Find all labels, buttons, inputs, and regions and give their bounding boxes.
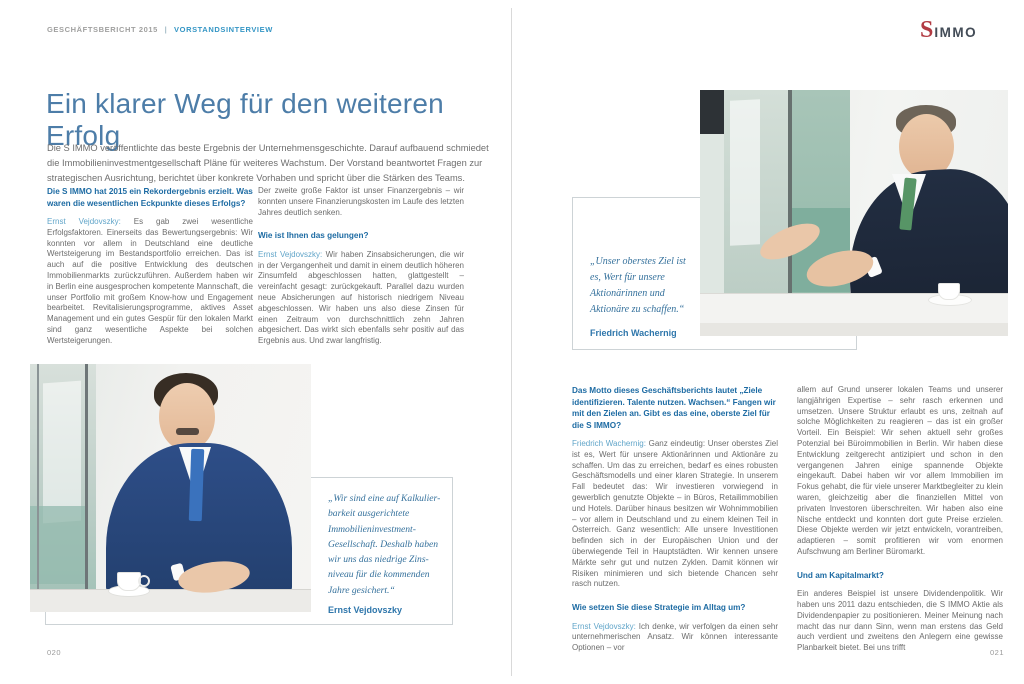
dark-window-frame	[700, 90, 724, 134]
cup-handle	[138, 575, 150, 587]
interview-question: Die S IMMO hat 2015 ein Rekordergebnis erzielt. Was waren die wesentlichen Eckpunkte dieses Erfolgs?	[47, 187, 253, 208]
kicker-section-label: VORSTANDSINTERVIEW	[174, 25, 273, 34]
page-number-right: 021	[989, 648, 1004, 657]
left-page-column-2	[258, 186, 464, 356]
quote-author: Friedrich Wachernig	[590, 328, 677, 338]
intro-paragraph: Die S IMMO veröffentlichte das beste Ergebnis der Unternehmensgeschichte. Darauf aufbauend schmiedet die Immobilieninvestmentgesellschaft Pläne für weiteres Wachstum. Der Vorstand beantwortet Fragen zur strategischen Ausrichtung, berichtet über konkrete Vorhaben und spricht über die Stärken des Teams.	[47, 143, 489, 183]
logo-word-immo: IMMO	[934, 25, 978, 40]
quote-line: Aktionärinnen und	[590, 288, 665, 299]
interview-answer	[258, 250, 464, 347]
page-gutter-line	[511, 8, 512, 676]
quote-line: „Wir sind eine auf Kalkulier-	[328, 493, 441, 504]
answer-text: Wir haben Zinsabsicherungen, die wir in der Vergangenheit und damit in einem deutlich höheren Zinsumfeld abgeschlossen hatten, glattgestellt – vereinfacht gesagt: zurückgekauft. Parallel dazu wurden neue Absicherungen auf historisch niedrigem Niveau abgeschlossen. Wir haben uns also diese Zinsen für einen Zeitraum von durchschnittlich zehn Jahren abgesichert. Das wirkt sich ebenfalls sehr positiv auf das Ergebnis aus. Und zwar langfristig.	[258, 249, 464, 346]
pull-quote-text	[590, 254, 686, 318]
interview-answer	[572, 439, 778, 590]
espresso-cup	[938, 283, 960, 300]
answer-text: Ganz eindeutig: Unser oberstes Ziel ist es, Wert für unsere Aktionärinnen und Aktionäre zu schaffen. Um das zu erreichen, bedarf es eines robusten Geschäftsmodells und einer klaren Strategie. In unserem Fall bedeutet das: Wir investieren vorwiegend in gewerblich genutzte Objekte – in Büros, Retailimmobilien und Hotels. Darüber hinaus besitzen wir Wohnimmobilien – vor allem in Deutschland und zu einem kleinen Teil in Österreich. Ganz wesentlich: Alle unsere Investitionen befinden sich in der Europäischen Union und der überwiegende Teil in Hauptstädten. Wir kennen unsere Märkte sehr gut und nutzen Zyklen. Damit können wir Risiken minimieren und sich bietende Chancen sehr rasch nutzen.	[572, 439, 778, 589]
interview-answer	[47, 217, 253, 347]
speaker-name: Ernst Vejdovszky:	[47, 217, 121, 226]
person-tie	[189, 449, 205, 521]
breadcrumb	[47, 25, 273, 34]
quote-line: Jahre gesichert.“	[328, 584, 395, 596]
right-page-column-1	[572, 385, 778, 663]
quote-line: Aktionäre zu schaffen.“	[590, 304, 685, 315]
left-page-column-1	[47, 186, 253, 356]
right-page-column-2	[797, 385, 1003, 663]
quote-line: es, Wert für unsere	[590, 272, 665, 283]
glass-reflection	[43, 381, 81, 524]
answer-text: Ich denke, wir verfolgen da einen sehr unternehmerischen Ansatz. Wir können interessante Optionen – vor	[572, 621, 778, 653]
interview-answer	[572, 622, 778, 654]
kicker-separator: |	[164, 25, 168, 34]
interview-question: Das Motto dieses Geschäftsberichts lautet „Ziele identifizieren. Talente nutzen. Wachsen.“ Fangen wir mit den Zielen an. Gibt es das eine, oberste Ziel für die S IMMO?	[572, 386, 776, 430]
interview-answer: Ein anderes Beispiel ist unsere Dividendenpolitik. Wir haben uns 2011 dazu entschieden, die S IMMO Aktie als Dividendenpapier zu positionieren. Meiner Meinung nach macht das nur dann Sinn, wenn man erstens das Geld auch verdient und zweitens den Anlegern eine gewisse Planbarkeit bietet. Bei uns trifft	[797, 589, 1003, 653]
photo-friedrich-wachernig	[700, 90, 1008, 336]
pull-quote-text	[328, 491, 440, 598]
logo-letter-s: S	[920, 17, 934, 43]
speaker-name: Ernst Vejdovszky:	[572, 621, 636, 631]
answer-continuation: Der zweite große Faktor ist unser Finanzergebnis – wir konnten unsere Finanzierungskosten im Laufe des letzten Jahres deutlich senken.	[258, 186, 464, 217]
photo-ernst-vejdovszky	[30, 364, 311, 612]
interview-question: Wie setzen Sie diese Strategie im Alltag um?	[572, 603, 746, 613]
table-surface	[30, 589, 311, 612]
quote-line: Gesellschaft. Deshalb haben	[328, 538, 439, 550]
answer-continuation: allem auf Grund unserer lokalen Teams und unserer langjährigen Expertise – sehr rasch erkennen und umsetzen. Unsere Struktur erlaubt es uns, zeitnah auf solche Möglichkeiten zu reagieren – das ist ein großer Vorteil. Ein Beispiel: Wir sehen aktuell sehr großes Potenzial bei Büroimmobilien in Berlin. Wir haben diese Entwicklung zeitgerecht antizipiert und schon in den vergangenen Jahren einige spannende Objekte eingekauft. Dabei haben wir vor allem Immobilien im Fokus gehabt, die für viele unserer Marktbegleiter zu klein waren, gleichzeitig aber die finanziellen Mittel von privaten Investoren überschreiten. Wir haben also eine Nische entdeckt und konnten dort gute Preise erzielen. Diese Objekte werden wir jetzt entwickeln, vorantreiben, adaptieren – somit profitieren wir vom enormen Aufschwung am Berliner Büromarkt.	[797, 385, 1003, 556]
simmo-logo	[920, 17, 978, 43]
page-number-left: 020	[47, 648, 62, 657]
person-head	[159, 383, 215, 451]
quote-line: „Unser oberstes Ziel ist	[590, 256, 686, 267]
window-frame-line	[37, 364, 39, 612]
table-edge	[700, 323, 1008, 336]
person-mustache	[176, 428, 199, 435]
page-title: Ein klarer Weg für den weiteren Erfolg	[46, 88, 444, 151]
glass-reflection	[730, 99, 760, 246]
window-frame-line	[85, 364, 88, 612]
quote-line: barkeit ausgerichtete	[328, 508, 410, 520]
answer-text: Es gab zwei wesentliche Erfolgsfaktoren. Einerseits das Bewertungsergebnis: Wir konnten vor allem in Deutschland eine deutliche Wertsteigerung im Bestandsportfolio erreichen. Das ist auch auf die positive Entwicklung des deutschen Immobilienmarkts zurückzuführen. Außerdem haben wir in Berlin eine ausgesprochen kompetente Mannschaft, die unser Portfolio mit großem Know-how und Engagement bearbeitet. Revitalisierungsprogramme, aktives Asset Management und ein gutes Gespür für den lokalen Markt sind ganz wesentliche Aspekte bei solchen Wertsteigerungen.	[47, 217, 253, 345]
interview-question: Wie ist Ihnen das gelungen?	[258, 231, 369, 241]
quote-author: Ernst Vejdovszky	[328, 605, 403, 615]
quote-line: Immobilieninvestment-	[328, 523, 416, 535]
quote-line: niveau für die kommenden	[328, 569, 430, 581]
kicker-report-label: GESCHÄFTSBERICHT 2015	[47, 25, 158, 34]
speaker-name: Friedrich Wachernig:	[572, 439, 646, 448]
speaker-name: Ernst Vejdovszky:	[258, 249, 323, 259]
interview-question: Und am Kapitalmarkt?	[797, 570, 884, 580]
quote-line: wir uns das niedrige Zins-	[328, 554, 429, 566]
